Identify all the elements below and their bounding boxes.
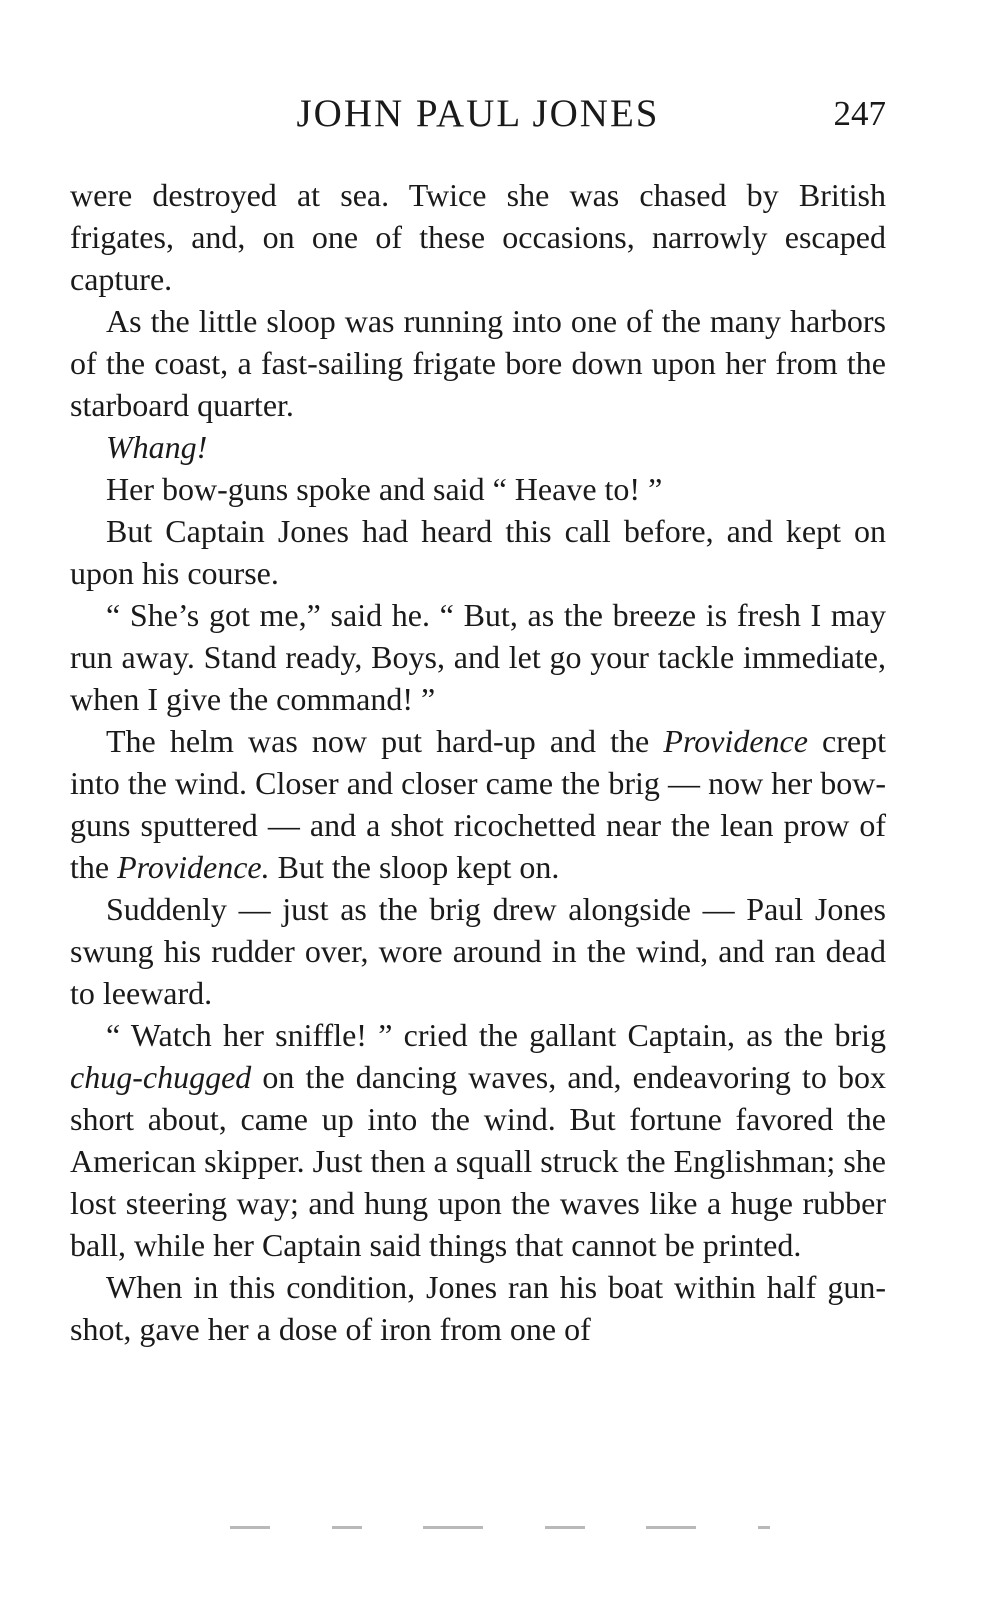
- ship-name-providence: Providence: [663, 723, 808, 759]
- paragraph-10: When in this condition, Jones ran his boat within half gun-shot, gave her a dose of iron from one of: [70, 1269, 886, 1347]
- exclamation-whang: Whang!: [106, 429, 208, 465]
- italic-chug-chugged: chug-chugged: [70, 1059, 252, 1095]
- paragraph-7-part-e: But the sloop kept on.: [269, 849, 560, 885]
- page-header: [70, 86, 886, 142]
- ship-name-providence-2: Providence.: [117, 849, 270, 885]
- paragraph-4: Her bow-guns spoke and said “ Heave to! ”: [106, 471, 663, 507]
- body-text: [70, 174, 886, 1350]
- footer-mark: [545, 1526, 585, 1529]
- paragraph-9-part-a: “ Watch her sniffle! ” cried the gallant Captain, as the brig: [106, 1017, 886, 1053]
- faint-footer-marks: [230, 1524, 770, 1530]
- footer-mark: [230, 1526, 270, 1529]
- paragraph-1: were destroyed at sea. Twice she was chased by British frigates, and, on one of these occasions, narrowly escaped capture.: [70, 177, 886, 297]
- footer-mark: [423, 1526, 483, 1529]
- paragraph-8: Suddenly — just as the brig drew alongside — Paul Jones swung his rudder over, wore around in the wind, and ran dead to leeward.: [70, 891, 886, 1011]
- paragraph-9: [70, 1014, 886, 1266]
- footer-mark: [332, 1526, 362, 1529]
- running-head: JOHN PAUL JONES: [296, 92, 660, 135]
- paragraph-9-part-c: on the dancing waves, and, endeavoring to box short about, came up into the wind. But fortune favored the American skipper. Just then a squall struck the Englishman; she lost steering way; and hung upon the waves like a huge rubber ball, while her Captain said things that cannot be printed.: [70, 1059, 886, 1263]
- paragraph-3: [70, 426, 886, 468]
- page-number: 247: [833, 94, 886, 133]
- footer-mark: [758, 1526, 770, 1529]
- paragraph-5: But Captain Jones had heard this call before, and kept on upon his course.: [70, 513, 886, 591]
- footer-mark: [646, 1526, 696, 1529]
- paragraph-2: As the little sloop was running into one of the many harbors of the coast, a fast-sailing frigate bore down upon her from the starboard quarter.: [70, 303, 886, 423]
- paragraph-7: [70, 720, 886, 888]
- paragraph-6: “ She’s got me,” said he. “ But, as the breeze is fresh I may run away. Stand ready, Boys, and let go your tackle immediate, when I give the command! ”: [70, 597, 886, 717]
- paragraph-7-part-c: crept into the wind. Closer and closer came the brig — now her bow-guns sputtered — and a shot ricochetted near the lean prow of the: [70, 723, 887, 885]
- paragraph-7-part-a: The helm was now put hard-up and the: [106, 723, 664, 759]
